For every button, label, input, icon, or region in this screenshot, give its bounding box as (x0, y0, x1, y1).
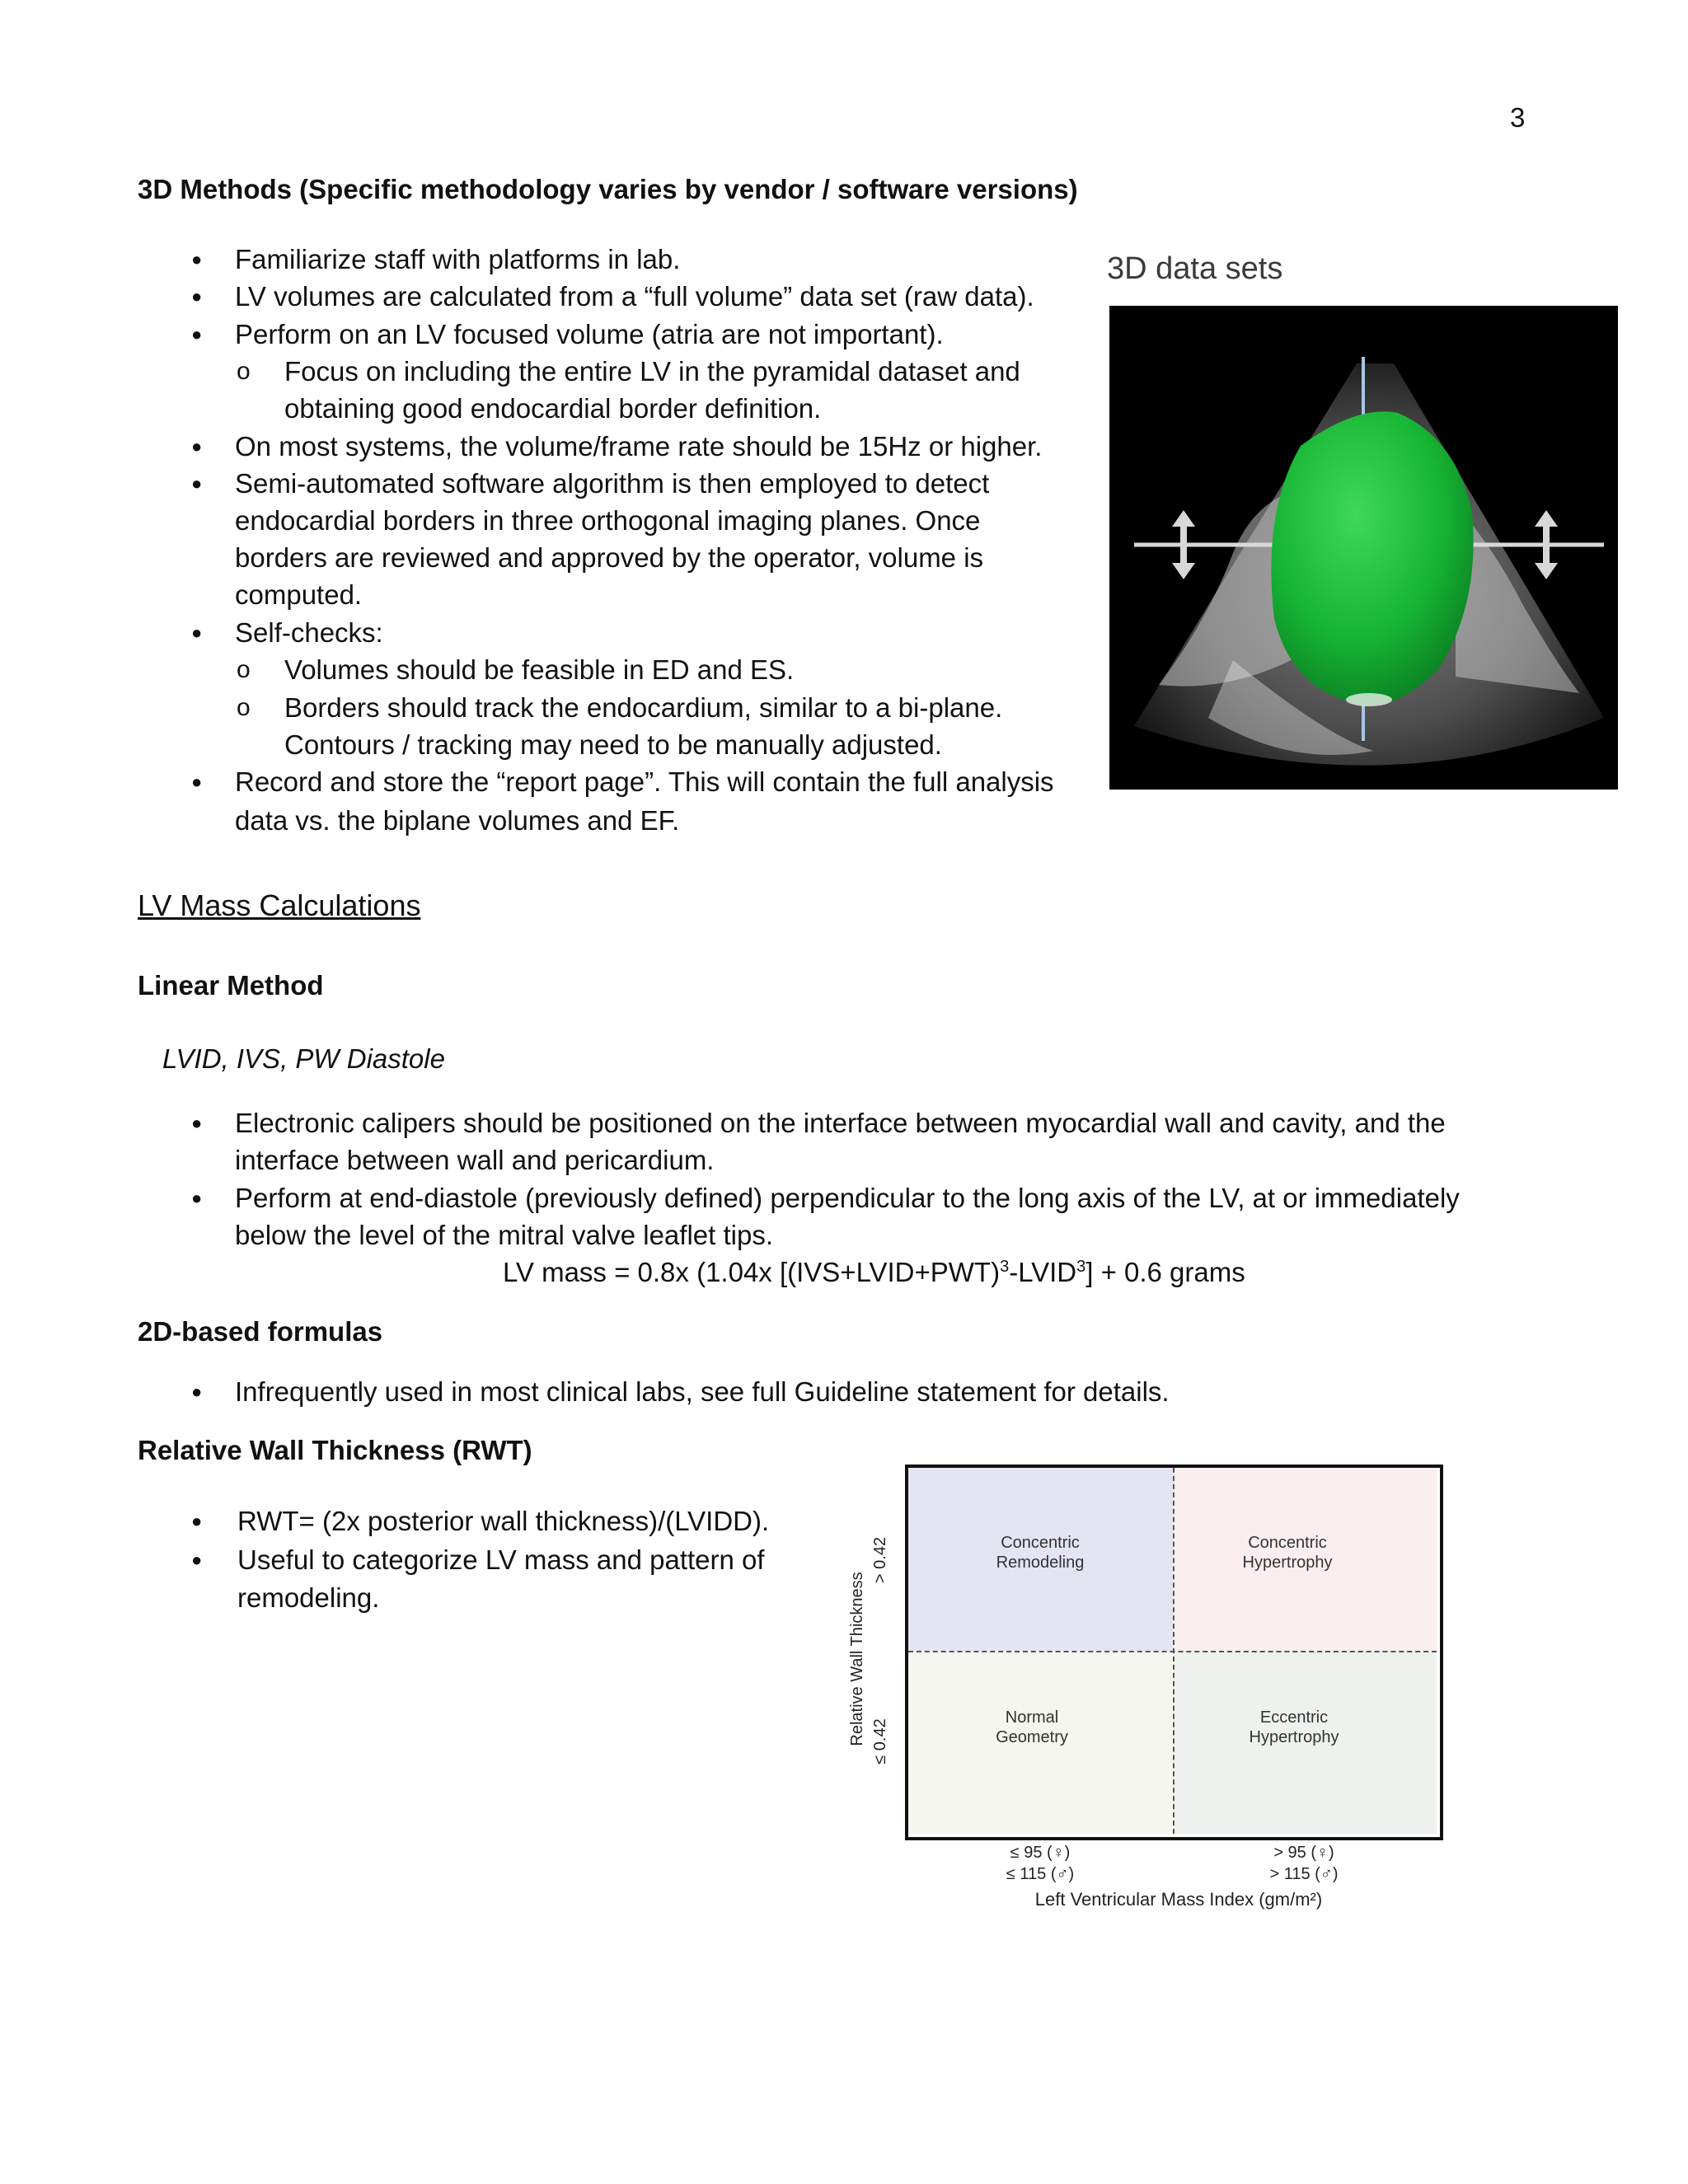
page-number: 3 (1510, 102, 1526, 133)
sub-list-item: Borders should track the endocardium, similar to a bi-plane. (284, 692, 1003, 723)
bullet-glyph: ● (191, 771, 203, 792)
list-item: Self-checks: (235, 617, 383, 648)
cell-label-line: Geometry (996, 1728, 1068, 1746)
rwt-heading: Relative Wall Thickness (RWT) (138, 1435, 532, 1465)
linear-method-subheading: LVID, IVS, PW Diastole (162, 1043, 445, 1074)
bullet-glyph: ● (191, 622, 203, 643)
list-item-cont: below the level of the mitral valve leaflet tips. (235, 1220, 773, 1250)
x-tick-line: > 115 (♂) (1269, 1865, 1339, 1883)
formula-superscript: 3 (1000, 1258, 1010, 1276)
cell-label-line: Concentric (1248, 1534, 1327, 1552)
cell-label-normal-geometry (950, 1708, 1114, 1747)
bullet-glyph: ● (191, 1549, 203, 1570)
list-item: Useful to categorize LV mass and pattern of (237, 1544, 765, 1575)
bullet-glyph: ● (191, 436, 203, 457)
bullet-glyph: ● (191, 473, 203, 494)
x-tick-line: > 95 (♀) (1273, 1844, 1334, 1862)
x-tick-low (982, 1842, 1098, 1885)
cell-label-eccentric-hypertrophy (1212, 1708, 1376, 1747)
echo-3d-graphic (1109, 306, 1618, 790)
list-item: Electronic calipers should be positioned on the interface between myocardial wall and cavity, and the (235, 1108, 1446, 1138)
list-item-cont: borders are reviewed and approved by the operator, volume is (235, 542, 984, 573)
bullet-glyph: ● (191, 1511, 203, 1531)
cell-label-concentric-remodeling (958, 1533, 1123, 1572)
list-item: LV volumes are calculated from a “full volume” data set (raw data). (235, 281, 1034, 312)
bullet-glyph: ● (191, 1188, 203, 1208)
list-item: RWT= (2x posterior wall thickness)/(LVIDD). (237, 1506, 770, 1536)
sub-bullet-glyph: o (237, 358, 251, 385)
cell-label-concentric-hypertrophy (1205, 1533, 1370, 1572)
y-tick-high: > 0.42 (871, 1536, 889, 1584)
formula-part: -LVID (1009, 1257, 1077, 1287)
twod-formulas-heading: 2D-based formulas (138, 1316, 383, 1347)
rwt-classification-chart (849, 1459, 1475, 1929)
list-item-cont: interface between wall and pericardium. (235, 1145, 715, 1175)
x-tick-line: ≤ 115 (♂) (1006, 1865, 1075, 1883)
list-item: Perform on an LV focused volume (atria are not important). (235, 319, 944, 349)
list-item: Semi-automated software algorithm is then employed to detect (235, 468, 990, 499)
formula-part: ] + 0.6 grams (1085, 1257, 1245, 1287)
list-item: On most systems, the volume/frame rate should be 15Hz or higher. (235, 431, 1043, 462)
bullet-glyph: ● (191, 249, 203, 269)
list-item-cont: computed. (235, 579, 363, 610)
x-axis-label: Left Ventricular Mass Index (gm/m²) (1034, 1889, 1323, 1910)
linear-method-heading: Linear Method (138, 970, 324, 1001)
list-item: Perform at end-diastole (previously defined) perpendicular to the long axis of the LV, at or immediately (235, 1183, 1460, 1213)
x-tick-line: ≤ 95 (♀) (1010, 1844, 1071, 1862)
bullet-glyph: ● (191, 286, 203, 307)
list-item: Record and store the “report page”. This will contain the full analysis (235, 766, 1054, 797)
bullet-glyph: ● (191, 1381, 203, 1402)
sub-list-item-cont: Contours / tracking may need to be manually adjusted. (284, 729, 942, 760)
formula-superscript: 3 (1076, 1258, 1086, 1276)
horizontal-divider (908, 1651, 1437, 1652)
cell-label-line: Remodeling (996, 1554, 1085, 1572)
formula-part: LV mass = 0.8x (1.04x [(IVS+LVID+PWT) (503, 1257, 1001, 1287)
bullet-glyph: ● (191, 1113, 203, 1133)
y-tick-low: ≤ 0.42 (871, 1718, 889, 1765)
cell-label-line: Normal (1005, 1708, 1059, 1727)
sub-list-item: Volumes should be feasible in ED and ES. (284, 654, 795, 685)
y-axis-label: Relative Wall Thickness (848, 1572, 866, 1746)
list-item-cont: remodeling. (237, 1582, 380, 1613)
section-heading-mass: LV Mass Calculations (138, 888, 421, 922)
sub-list-item-cont: obtaining good endocardial border definition. (284, 393, 822, 424)
sub-list-item: Focus on including the entire LV in the pyramidal dataset and (284, 356, 1020, 387)
cell-label-line: Hypertrophy (1249, 1728, 1339, 1746)
cell-label-line: Hypertrophy (1242, 1554, 1333, 1572)
cell-label-line: Eccentric (1259, 1708, 1329, 1727)
list-item: Infrequently used in most clinical labs, see full Guideline statement for details. (235, 1376, 1170, 1407)
cell-label-line: Concentric (1001, 1534, 1080, 1552)
section-heading-3d: 3D Methods (Specific methodology varies by vendor / software versions) (138, 174, 1078, 204)
image-title: 3D data sets (1107, 251, 1283, 286)
lv-mass-formula (503, 1254, 1245, 1291)
list-item-cont: endocardial borders in three orthogonal imaging planes. Once (235, 505, 981, 536)
echo-3d-image (1109, 306, 1618, 790)
sub-bullet-glyph: o (237, 656, 251, 683)
bullet-glyph: ● (191, 324, 203, 344)
x-tick-high (1246, 1842, 1362, 1885)
sub-bullet-glyph: o (237, 694, 251, 721)
list-item-cont: data vs. the biplane volumes and EF. (235, 805, 680, 836)
list-item: Familiarize staff with platforms in lab. (235, 244, 681, 274)
